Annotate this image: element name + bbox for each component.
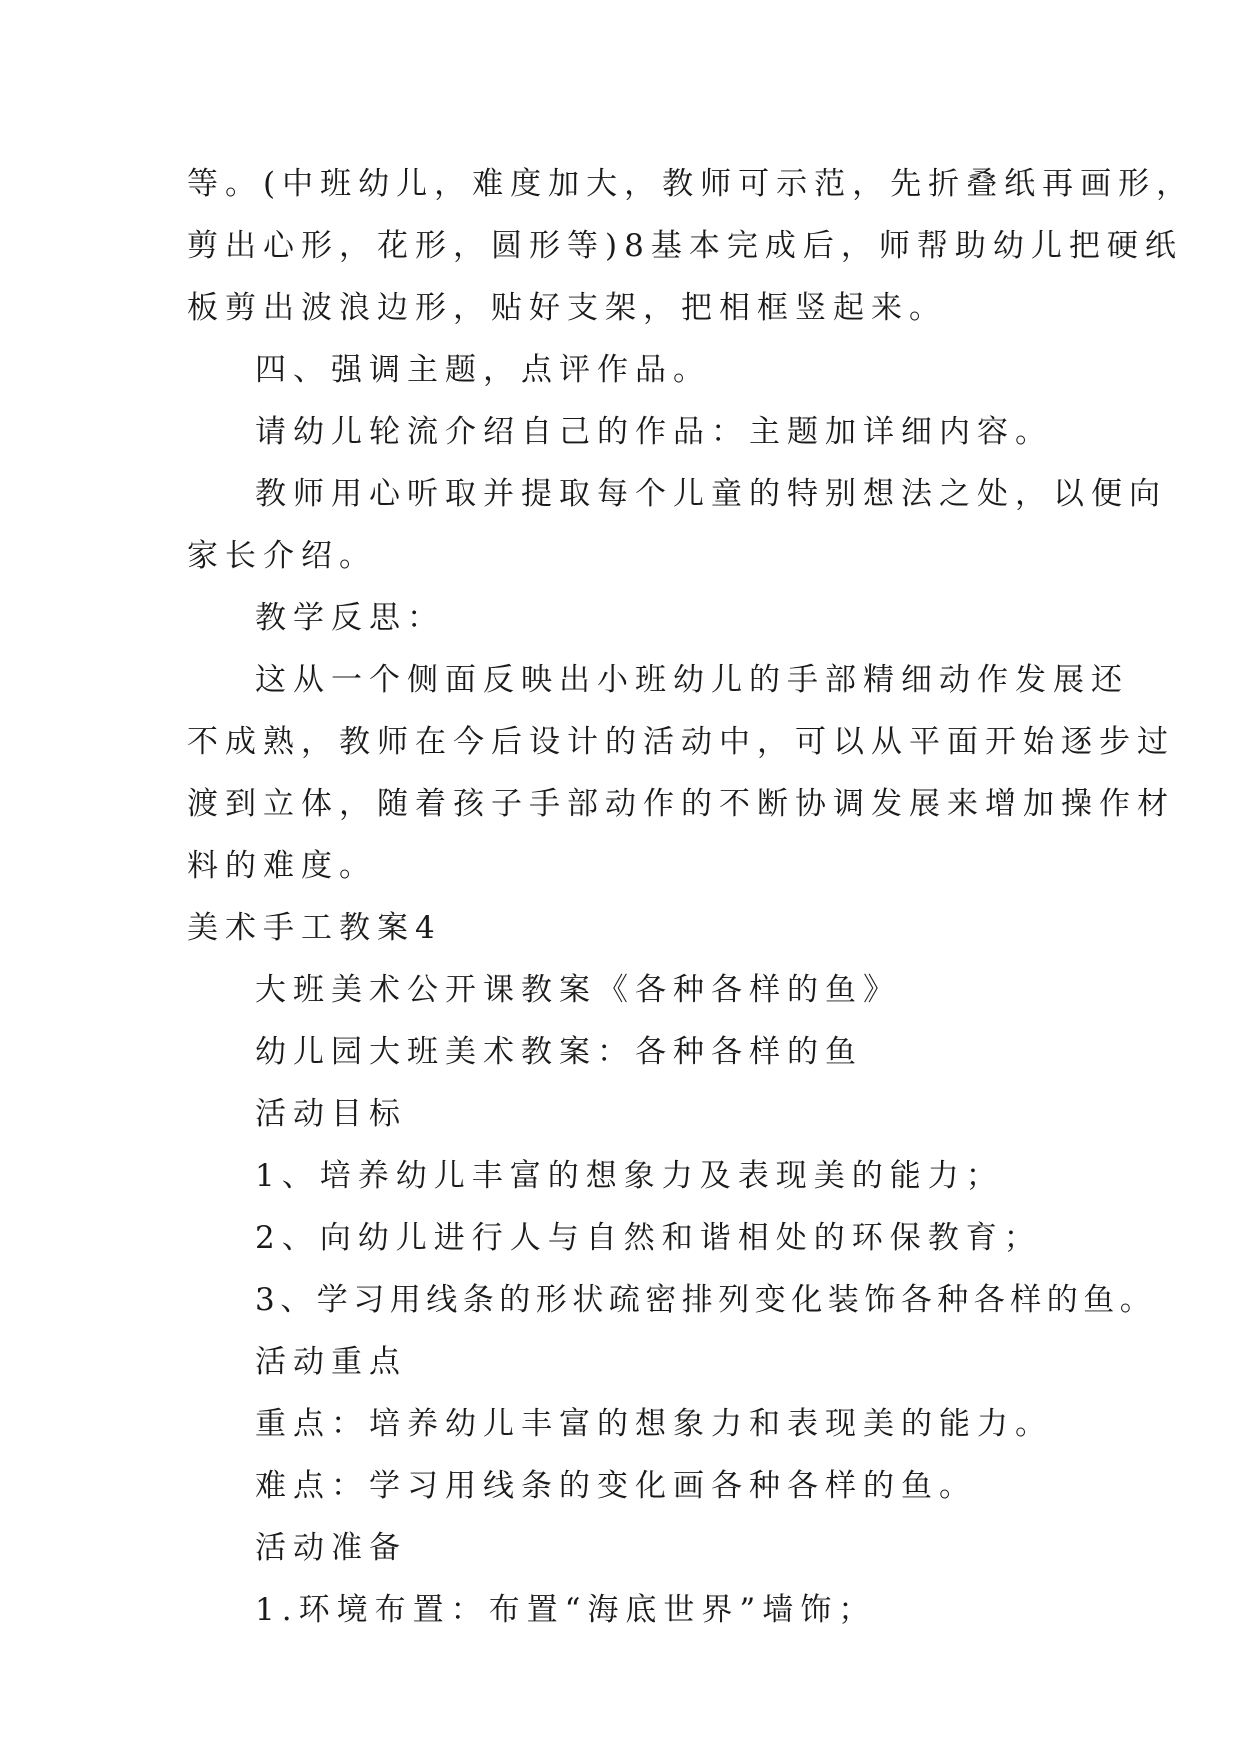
body-text-line: 料的难度。 bbox=[187, 848, 377, 884]
body-text-line: 难点：学习用线条的变化画各种各样的鱼。 bbox=[255, 1468, 977, 1504]
body-text-line: 渡到立体，随着孩子手部动作的不断协调发展来增加操作材 bbox=[187, 786, 1175, 822]
document-body bbox=[187, 153, 1195, 1641]
lesson-title: 大班美术公开课教案《各种各样的鱼》 bbox=[255, 972, 901, 1008]
section-heading: 四、强调主题，点评作品。 bbox=[255, 352, 711, 388]
list-item: 2、向幼儿进行人与自然和谐相处的环保教育； bbox=[255, 1220, 1042, 1256]
section-heading: 活动重点 bbox=[255, 1344, 407, 1380]
list-item: 3、学习用线条的形状疏密排列变化装饰各种各样的鱼。 bbox=[255, 1282, 1157, 1318]
lesson-subtitle: 幼儿园大班美术教案：各种各样的鱼 bbox=[255, 1034, 863, 1070]
body-text-line: 板剪出波浪边形，贴好支架，把相框竖起来。 bbox=[187, 290, 947, 326]
section-heading: 活动准备 bbox=[255, 1530, 407, 1566]
list-item: 1.环境布置：布置“海底世界”墙饰； bbox=[255, 1592, 877, 1628]
section-heading: 活动目标 bbox=[255, 1096, 407, 1132]
section-heading: 教学反思： bbox=[255, 600, 445, 636]
list-item: 1、培养幼儿丰富的想象力及表现美的能力； bbox=[255, 1158, 1004, 1194]
body-text-line: 重点：培养幼儿丰富的想象力和表现美的能力。 bbox=[255, 1406, 1053, 1442]
body-text-line: 不成熟，教师在今后设计的活动中，可以从平面开始逐步过 bbox=[187, 724, 1175, 760]
body-text-line: 请幼儿轮流介绍自己的作品：主题加详细内容。 bbox=[255, 414, 1053, 450]
body-text-line: 这从一个侧面反映出小班幼儿的手部精细动作发展还 bbox=[255, 662, 1129, 698]
body-text-line: 家长介绍。 bbox=[187, 538, 377, 574]
document-title: 美术手工教案4 bbox=[187, 910, 442, 946]
body-text-line: 等。(中班幼儿，难度加大，教师可示范，先折叠纸再画形， bbox=[187, 166, 1195, 202]
body-text-line: 教师用心听取并提取每个儿童的特别想法之处，以便向 bbox=[255, 476, 1167, 512]
body-text-line: 剪出心形，花形，圆形等)8基本完成后，师帮助幼儿把硬纸 bbox=[187, 228, 1183, 264]
